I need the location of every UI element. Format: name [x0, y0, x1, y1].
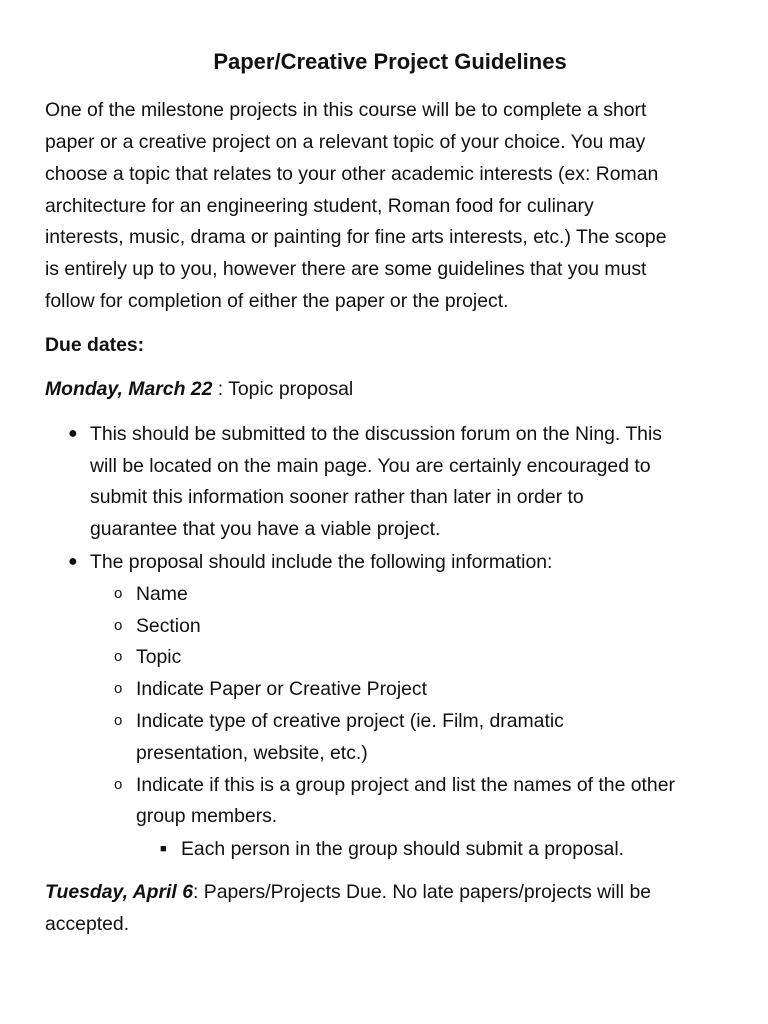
- sub-item-type-cont: presentation, website, etc.): [136, 742, 368, 764]
- intro-line: is entirely up to you, however there are some guidelines that you must: [45, 258, 647, 280]
- bullet-circle-icon: o: [114, 776, 123, 793]
- date1-text: : Topic proposal: [212, 378, 354, 400]
- sub-sub-item: Each person in the group should submit a proposal.: [181, 838, 625, 860]
- intro-line: One of the milestone projects in this course will be to complete a short: [45, 99, 647, 121]
- due-dates-heading: Due dates:: [45, 334, 145, 356]
- intro-line: follow for completion of either the paper or the project.: [45, 290, 509, 312]
- bullet-circle-icon: o: [114, 712, 123, 729]
- document-title: Paper/Creative Project Guidelines: [213, 49, 567, 74]
- sub-item-name: Name: [136, 583, 188, 605]
- sub-item-topic: Topic: [136, 646, 182, 668]
- bullet2-line: The proposal should include the following information:: [90, 551, 553, 573]
- bullet1-line: will be located on the main page. You are certainly encouraged to: [90, 455, 651, 477]
- bullet-disc-icon: ●: [68, 553, 78, 570]
- sub-item-type: Indicate type of creative project (ie. Film, dramatic: [136, 710, 564, 732]
- sub-item-group: Indicate if this is a group project and list the names of the other: [136, 774, 675, 796]
- bullet-circle-icon: o: [114, 680, 123, 697]
- intro-line: choose a topic that relates to your other academic interests (ex: Roman: [45, 163, 659, 185]
- date1-date: Monday, March 22: [45, 378, 213, 400]
- bullet1-line: This should be submitted to the discussion forum on the Ning. This: [90, 423, 662, 445]
- bullet1-line: guarantee that you have a viable project.: [90, 518, 441, 540]
- bullet-square-icon: ■: [160, 843, 167, 855]
- date2-text: : Papers/Projects Due. No late papers/projects will be: [193, 881, 652, 903]
- sub-item-paper-or-creative: Indicate Paper or Creative Project: [136, 678, 428, 700]
- date2-date: Tuesday, April 6: [45, 881, 193, 903]
- date1-line: [45, 373, 353, 405]
- bullet1-line: submit this information sooner rather than later in order to: [90, 486, 584, 508]
- bullet-circle-icon: o: [114, 585, 123, 602]
- bullet-disc-icon: ●: [68, 425, 78, 442]
- intro-line: interests, music, drama or painting for fine arts interests, etc.) The scope: [45, 226, 667, 248]
- intro-line: paper or a creative project on a relevant topic of your choice. You may: [45, 131, 646, 153]
- date2-continuation: accepted.: [45, 913, 130, 935]
- intro-line: architecture for an engineering student, Roman food for culinary: [45, 195, 594, 217]
- bullet-circle-icon: o: [114, 617, 123, 634]
- sub-item-group-cont: group members.: [136, 805, 278, 827]
- sub-item-section: Section: [136, 615, 201, 637]
- bullet-circle-icon: o: [114, 648, 123, 665]
- date2-line: [45, 876, 651, 908]
